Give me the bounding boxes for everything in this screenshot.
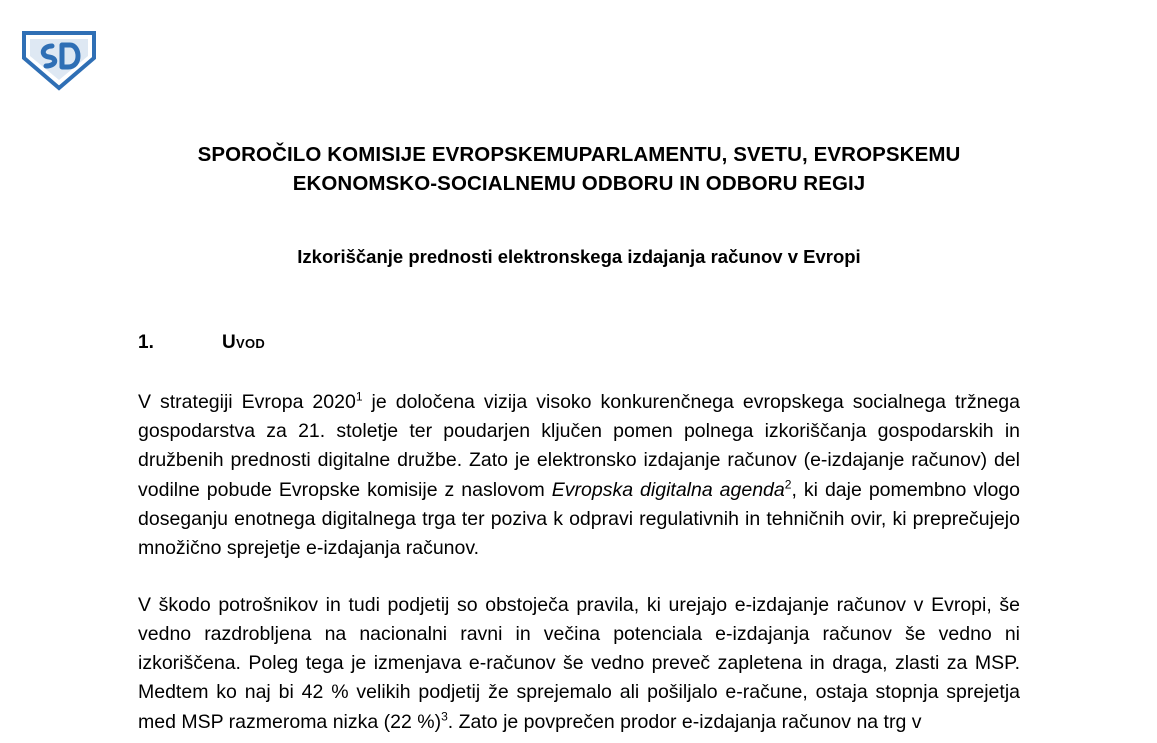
paragraph-2-part-b: . Zato je povprečen prodor e-izdajanja računov na trg v bbox=[447, 710, 922, 733]
document-content bbox=[138, 0, 1020, 737]
paragraph-2-part-a: V škodo potrošnikov in tudi podjetij so obstoječa pravila, ki urejajo e-izdajanje računov v Evropi, še vedno razdrobljena na nacionalni ravni in večina potenciala e-izdajanja računov še vedno ni izkoriščena. Poleg tega je izmenjava e-računov še vedno preveč zapletena in draga, zlasti za MSP. Medtem ko naj bi 42 % velikih podjetij že sprejemalo ali pošiljalo e-račune, ostaja stopnja sprejetja med MSP razmeroma nizka (22 %) bbox=[138, 593, 1020, 733]
footnote-ref-3: 3 bbox=[441, 709, 448, 724]
paragraph-1-part-a: V strategiji Evropa 2020 bbox=[138, 391, 356, 414]
sd-logo-icon bbox=[18, 30, 100, 92]
paragraph-1-part-c: , ki daje pomembno vlogo doseganju enotnega digitalnega trga ter poziva k odpravi regulativnih in tehničnih ovir, ki preprečujejo množično sprejetje e-izdajanja računov. bbox=[138, 478, 1020, 559]
paragraph-1 bbox=[138, 388, 1020, 563]
section-title: Uvod bbox=[222, 332, 266, 354]
footnote-ref-1: 1 bbox=[355, 389, 363, 404]
section-number: 1. bbox=[138, 332, 154, 354]
footnote-ref-2: 2 bbox=[784, 477, 792, 492]
title-block bbox=[138, 140, 1020, 270]
page-title: SPOROČILO KOMISIJE EVROPSKEMUPARLAMENTU, SVETU, EVROPSKEMU EKONOMSKO-SOCIALNEMU ODBORU IN ODBORU REGIJ bbox=[197, 143, 961, 196]
section-heading bbox=[138, 332, 1020, 354]
paragraph-1-italic-title: Evropska digitalna agenda bbox=[551, 478, 785, 501]
page-subtitle: Izkoriščanje prednosti elektronskega izdajanja računov v Evropi bbox=[297, 246, 861, 268]
paragraph-2 bbox=[138, 591, 1020, 737]
paragraph-1-part-b: je določena vizija visoko konkurenčnega evropskega socialnega tržnega gospodarstva za 21. stoletje ter poudarjen ključen pomen polnega izkoriščanja gospodarskih in družbenih prednosti digitalne družbe. Zato je elektronsko izdajanje računov (e-izdajanje računov) del vodilne pobude Evropske komisije z naslovom bbox=[138, 391, 1020, 501]
